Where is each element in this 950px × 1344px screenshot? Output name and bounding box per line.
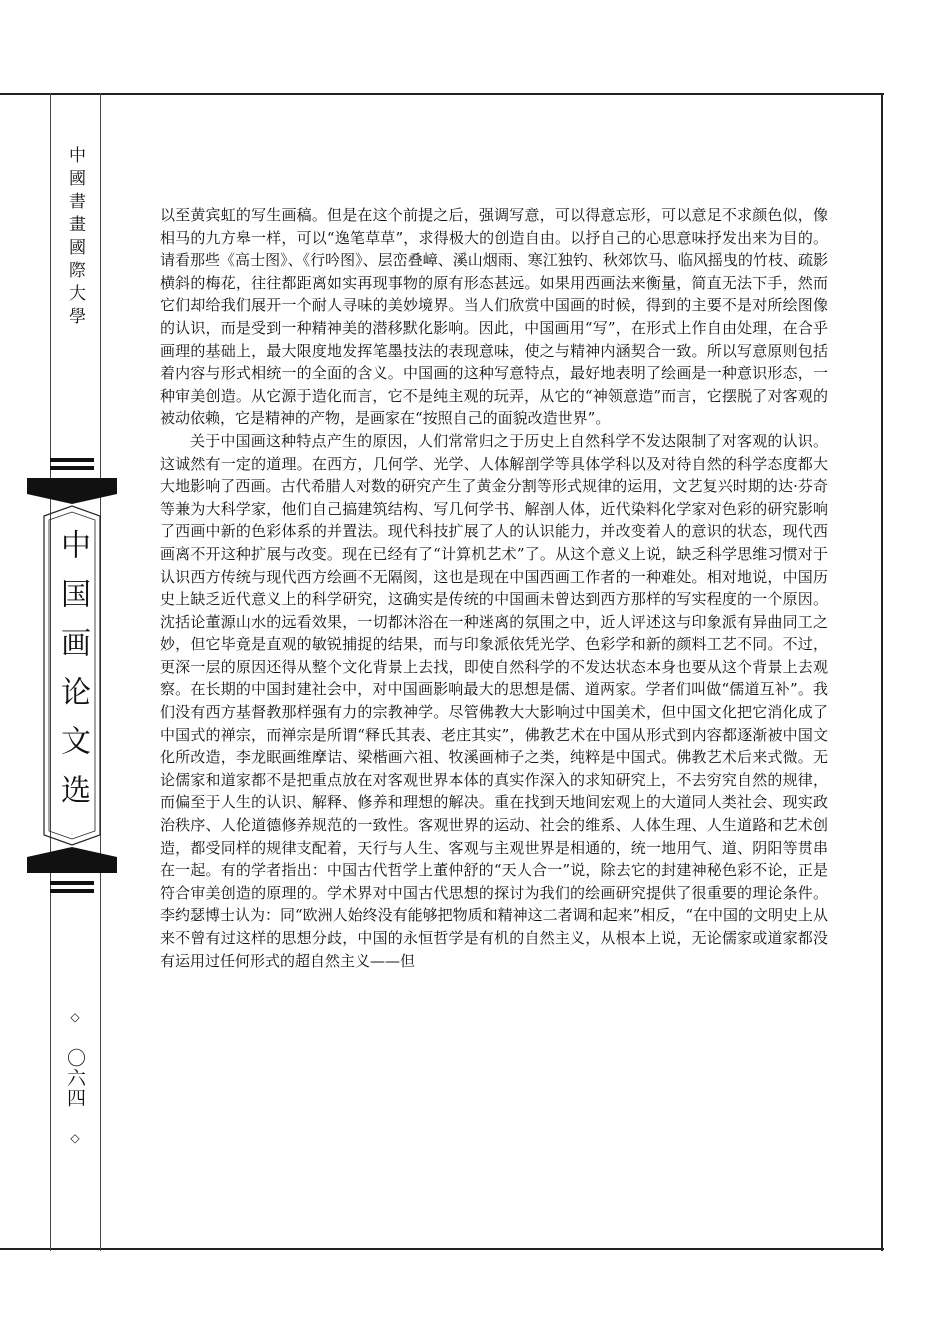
page-number: 〇六四 (64, 1048, 86, 1108)
page-number-group (52, 1010, 98, 1146)
diamond-bottom-icon: ◇ (68, 1131, 82, 1146)
frame-top-border (0, 93, 884, 95)
paragraph: 关于中国画这种特点产生的原因，人们常常归之于历史上自然科学不发达限制了对客观的认识。这诚然有一定的道理。在西方，几何学、光学、人体解剖学等具体学科以及对待自然的科学态度都大大地影响了西画。古代希腊人对数的研究产生了黄金分割等形式规律的运用，文艺复兴时期的达·芬奇等兼为大科学家，他们自己搞建筑结构、写几何学书、解剖人体，近代染料化学家对色彩的研究影响了西画中新的色彩体系的并置法。现代科技扩展了人的认识能力，并改变着人的意识的状态，现代西画离不开这种扩展与改变。现在已经有了“计算机艺术”了。从这个意义上说，缺乏科学思维习惯对于认识西方传统与现代西方绘画不无隔阂，这也是现在中国西画工作者的一种难处。相对地说，中国历史上缺乏近代意义上的科学研究，这确实是传统的中国画未曾达到西方那样的写实程度的一个原因。沈括论董源山水的远看效果，一切都沐浴在一种迷离的氛围之中，近人评述这与印象派有异曲同工之妙，但它毕竟是直观的敏锐捕捉的结果，而与印象派依凭光学、色彩学和新的颜料工艺不同。不过，更深一层的原因还得从整个文化背景上去找，即使自然科学的不发达状态本身也要从这个背景上去观察。在长期的中国封建社会中，对中国画影响最大的思想是儒、道两家。学者们叫做“儒道互补”。我们没有西方基督教那样强有力的宗教神学。尽管佛教大大影响过中国美术，但中国文化把它消化成了中国式的禅宗，而禅宗是所谓“释氏其表、老庄其实”，佛教艺术在中国从形式到内容都逐渐被中国文化所改造，李龙眠画维摩诘、梁楷画六祖、牧溪画柿子之类，纯粹是中国式。佛教艺术后来式微。无论儒家和道家都不是把重点放在对客观世界本体的真实作深入的求知研究上，不去穷究自然的规律，而偏至于人生的认识、解释、修养和理想的解决。重在找到天地间宏观上的大道同人类社会、现实政治秩序、人伦道德修养规范的一致性。客观世界的运动、社会的维系、人体生理、人生道路和艺术创造，都受同样的规律支配着，天行与人生、客观与主观世界是相通的，统一地用气、道、阴阳等贯串在一起。有的学者指出：中国古代哲学上董仲舒的“天人合一”说，除去它的封建神秘色彩不论，正是符合审美创造的原理的。学术界对中国古代思想的探讨为我们的绘画研究提供了很重要的理论条件。李约瑟博士认为：同“欧洲人始终没有能够把物质和精神这二者调和起来”相反，“在中国的文明史上从来不曾有过这样的思想分歧，中国的永恒哲学是有机的自然主义，从根本上说，无论儒家或道家都没有运用过任何形式的超自然主义——但 (160, 431, 829, 970)
diamond-top-icon: ◇ (68, 1010, 82, 1025)
side-title: 中國書畫國際大學 (65, 146, 85, 330)
frame-bottom-border (0, 1248, 884, 1250)
body-text (160, 204, 828, 972)
book-title: 中国画论文选 (55, 528, 90, 823)
frame-right-border (881, 93, 883, 1251)
paragraph: 以至黄宾虹的写生画稿。但是在这个前提之后，强调写意，可以得意忘形，可以意足不求颜色似，像相马的九方皋一样，可以“逸笔草草”，求得极大的创造自由。以抒自己的心思意味抒发出来为目的。请看那些《高士图》、《行吟图》、层峦叠嶂、溪山烟雨、寒江独钓、秋郊饮马、临风摇曳的竹枝、疏影横斜的梅花，往往都距离如实再现事物的原有形态甚远。如果用西画法来衡量，简直无法下手，然而它们却给我们展开一个耐人寻味的美妙境界。当人们欣赏中国画的时候，得到的主要不是对所绘图像的认识，而是受到一种精神美的潜移默化影响。因此，中国画用“写”，在形式上作自由处理，在合乎画理的基础上，最大限度地发挥笔墨技法的表现意味，使之与精神内涵契合一致。所以写意原则包括着内容与形式相统一的全面的含义。中国画的这种写意特点，最好地表明了绘画是一种意识形态，一种审美创造。从它源于造化而言，它不是纯主观的玩弄，从它的“神领意造”而言，它摆脱了对客观的被动依赖，它是精神的产物，是画家在“按照自己的面貌改造世界”。 (160, 206, 828, 428)
